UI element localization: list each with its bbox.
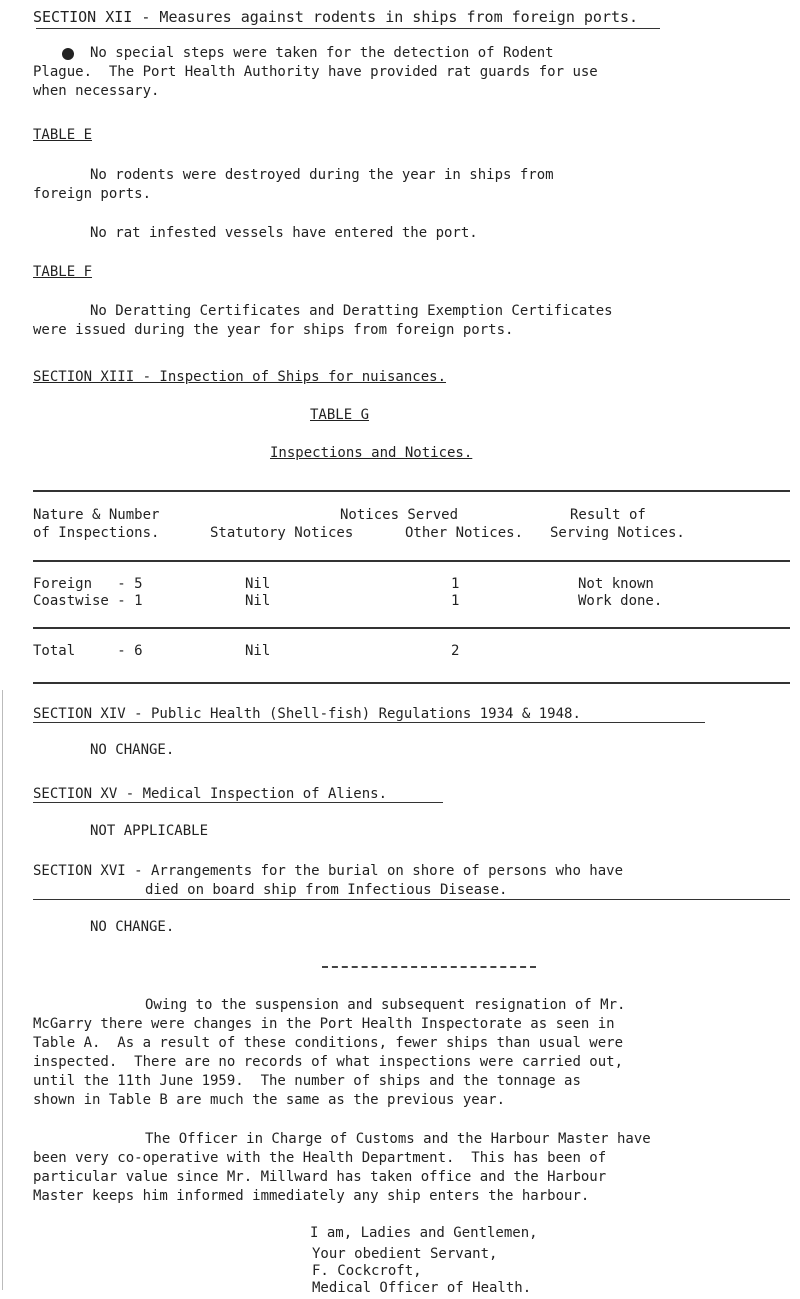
total-statutory: Nil <box>245 643 271 659</box>
section-xvi-heading: SECTION XVI - Arrangements for the burial on shore of persons who have <box>33 863 624 879</box>
header-result-line1: Result of <box>570 507 646 523</box>
section-xvi-underline <box>33 899 790 900</box>
closing-p2-line: particular value since Mr. Millward has taken office and the Harbour <box>33 1169 607 1185</box>
section-xvi-heading: died on board ship from Infectious Disease. <box>145 882 508 898</box>
table-g-label: TABLE G <box>310 407 370 423</box>
table-e-line: foreign ports. <box>33 186 152 202</box>
page-margin-line <box>2 690 3 1290</box>
closing-p2-line: been very co-operative with the Health Department. This has been of <box>33 1150 607 1166</box>
header-statutory: Statutory Notices <box>210 525 354 541</box>
section-xii-heading: SECTION XII - Measures against rodents in ships from foreign ports. <box>33 8 639 26</box>
dashed-separator <box>322 966 536 968</box>
closing-p1-line: Owing to the suspension and subsequent resignation of Mr. <box>145 997 626 1013</box>
section-xii-para-line: No special steps were taken for the detection of Rodent <box>90 45 554 61</box>
closing-p1-line: inspected. There are no records of what inspections were carried out, <box>33 1054 624 1070</box>
section-xii-para-line: Plague. The Port Health Authority have provided rat guards for use <box>33 64 598 80</box>
closing-p1-line: Table A. As a result of these conditions, fewer ships than usual were <box>33 1035 624 1051</box>
rows-bottom-rule <box>33 627 790 629</box>
section-xii-para-line: when necessary. <box>33 83 160 99</box>
table-row-result: Not known <box>578 576 654 592</box>
table-g-title: Inspections and Notices. <box>270 445 473 461</box>
section-xiii-heading: SECTION XIII - Inspection of Ships for nuisances. <box>33 369 447 385</box>
section-xv-heading: SECTION XV - Medical Inspection of Aliens. <box>33 786 388 802</box>
header-other: Other Notices. <box>405 525 524 541</box>
table-f-line: were issued during the year for ships from foreign ports. <box>33 322 514 338</box>
section-xiv-underline <box>33 722 705 723</box>
signatory-name: F. Cockcroft, <box>312 1263 422 1279</box>
table-e-line: No rat infested vessels have entered the port. <box>90 225 478 241</box>
closing-p2-line: Master keeps him informed immediately any ship enters the harbour. <box>33 1188 590 1204</box>
table-f-heading: TABLE F <box>33 264 93 280</box>
header-notices-served: Notices Served <box>340 507 459 523</box>
table-top-rule <box>33 490 790 492</box>
table-row-other: 1 <box>451 576 460 592</box>
bullet-dot-icon <box>62 48 74 60</box>
header-bottom-rule <box>33 560 790 562</box>
closing-p1-line: until the 11th June 1959. The number of ships and the tonnage as <box>33 1073 581 1089</box>
section-xv-status: NOT APPLICABLE <box>90 823 209 839</box>
table-row-nature: Foreign - 5 <box>33 576 143 592</box>
header-nature-line2: of Inspections. <box>33 525 160 541</box>
signoff-line: Your obedient Servant, <box>312 1246 498 1262</box>
table-f-line: No Deratting Certificates and Deratting Exemption Certificates <box>90 303 613 319</box>
closing-p1-line: shown in Table B are much the same as the previous year. <box>33 1092 506 1108</box>
section-xii-underline <box>36 28 660 29</box>
table-e-heading: TABLE E <box>33 127 93 143</box>
table-e-line: No rodents were destroyed during the year in ships from <box>90 167 554 183</box>
closing-p2-line: The Officer in Charge of Customs and the Harbour Master have <box>145 1131 651 1147</box>
table-row-other: 1 <box>451 593 460 609</box>
total-nature: Total - 6 <box>33 643 143 659</box>
table-row-statutory: Nil <box>245 576 271 592</box>
closing-p1-line: McGarry there were changes in the Port Health Inspectorate as seen in <box>33 1016 615 1032</box>
section-xvi-status: NO CHANGE. <box>90 919 175 935</box>
table-row-result: Work done. <box>578 593 663 609</box>
signoff-line: I am, Ladies and Gentlemen, <box>310 1225 538 1241</box>
total-other: 2 <box>451 643 460 659</box>
table-row-nature: Coastwise - 1 <box>33 593 143 609</box>
signatory-title: Medical Officer of Health. <box>312 1280 532 1296</box>
section-xv-underline <box>33 802 443 803</box>
table-bottom-rule <box>33 682 790 684</box>
header-nature-line1: Nature & Number <box>33 507 160 523</box>
header-result-line2: Serving Notices. <box>550 525 685 541</box>
section-xiv-status: NO CHANGE. <box>90 742 175 758</box>
section-xiv-heading: SECTION XIV - Public Health (Shell-fish) Regulations 1934 & 1948. <box>33 706 581 722</box>
table-row-statutory: Nil <box>245 593 271 609</box>
